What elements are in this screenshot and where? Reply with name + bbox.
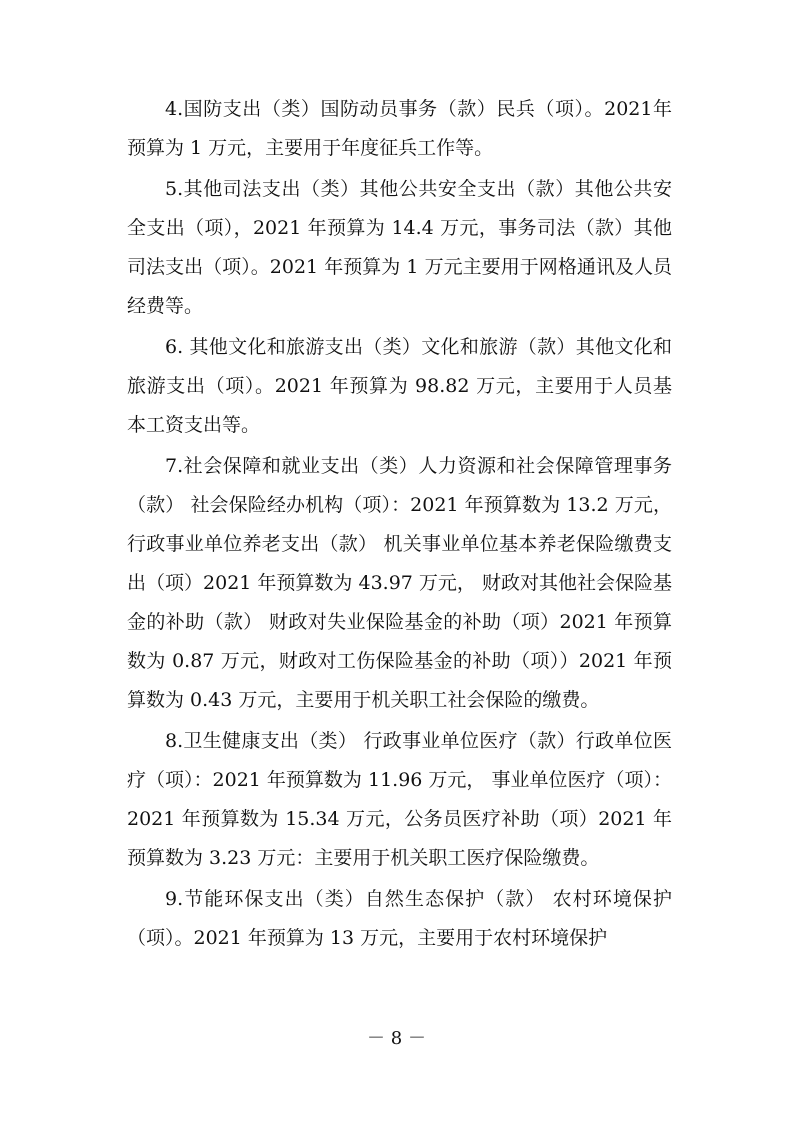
paragraph-environment: 9.节能环保支出（类）自然生态保护（款） 农村环境保护（项）。2021 年预算为 13 万元，主要用于农村环境保护	[127, 888, 672, 949]
paragraph-culture-tourism: 6. 其他文化和旅游支出（类）文化和旅游（款）其他文化和旅游支出（项）。2021 年预算为 98.82 万元，主要用于人员基本工资支出等。	[127, 336, 672, 436]
body-text	[127, 90, 672, 958]
paragraph-health: 8.卫生健康支出（类） 行政事业单位医疗（款）行政单位医疗（项）：2021 年预算数为 11.96 万元， 事业单位医疗（项）：2021 年预算数为 15.34 万元，公务员医疗补助（项）2021 年预算数为 3.23 万元：主要用于机关职工医疗保险缴费。	[127, 730, 672, 869]
page-number: － 8 －	[367, 1028, 426, 1049]
paragraph-judicial: 5.其他司法支出（类）其他公共安全支出（款）其他公共安全支出（项），2021 年预算为 14.4 万元，事务司法（款）其他司法支出（项）。2021 年预算为 1 万元主要用于网格通讯及人员经费等。	[127, 178, 672, 317]
paragraph-national-defense: 4.国防支出（类）国防动员事务（款）民兵（项）。2021年预算为 1 万元，主要用于年度征兵工作等。	[127, 98, 672, 159]
paragraph-social-security: 7.社会保障和就业支出（类）人力资源和社会保障管理事务（款） 社会保险经办机构（项）：2021 年预算数为 13.2 万元，行政事业单位养老支出（款） 机关事业单位基本养老保险缴费支出（项）2021 年预算数为 43.97 万元， 财政对其他社会保险基金的补助（款） 财政对失业保险基金的补助（项）2021 年预算数为 0.87 万元，财政对工伤保险基金的补助（项））2021 年预算数为 0.43 万元，主要用于机关职工社会保险的缴费。	[127, 455, 672, 711]
